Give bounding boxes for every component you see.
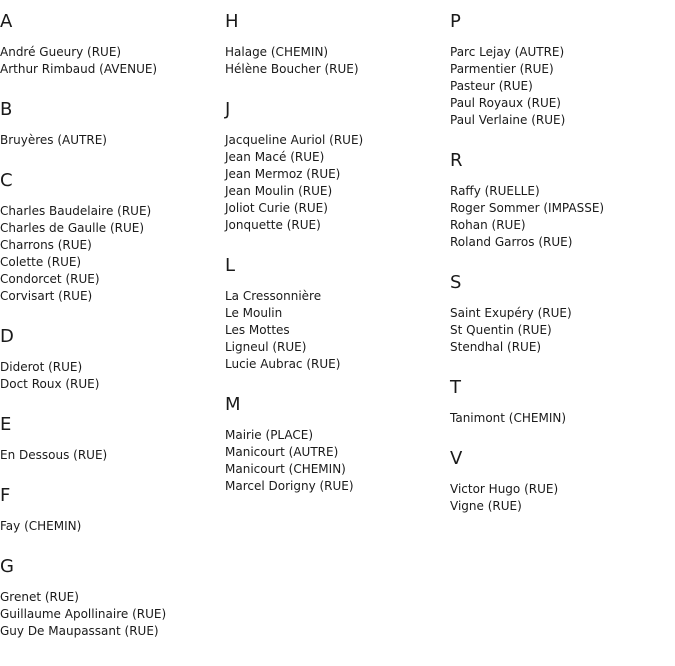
street-link[interactable]: Ligneul (RUE)	[225, 340, 307, 354]
street-link[interactable]: Guy De Maupassant (RUE)	[0, 624, 159, 638]
letter-heading: M	[225, 394, 241, 415]
street-link[interactable]: Tanimont (CHEMIN)	[450, 411, 567, 425]
street-link[interactable]: Les Mottes	[225, 323, 290, 337]
letter-group	[450, 271, 675, 356]
letter-heading: G	[0, 556, 14, 577]
street-link[interactable]: Paul Verlaine (RUE)	[450, 113, 566, 127]
letter-group	[0, 169, 225, 305]
street-link[interactable]: Charles de Gaulle (RUE)	[0, 221, 145, 235]
letter-group	[450, 149, 675, 251]
letter-heading: R	[450, 150, 463, 171]
street-link[interactable]: Marcel Dorigny (RUE)	[225, 479, 354, 493]
letter-group	[0, 555, 225, 640]
letter-group	[0, 98, 225, 149]
letter-group	[0, 325, 225, 393]
street-link[interactable]: Roland Garros (RUE)	[450, 235, 573, 249]
street-link[interactable]: Pasteur (RUE)	[450, 79, 533, 93]
letter-group	[225, 254, 450, 373]
letter-heading: V	[450, 448, 463, 469]
street-link[interactable]: Guillaume Apollinaire (RUE)	[0, 607, 167, 621]
street-link[interactable]: Diderot (RUE)	[0, 360, 83, 374]
street-link[interactable]: Colette (RUE)	[0, 255, 82, 269]
street-link[interactable]: Fay (CHEMIN)	[0, 519, 82, 533]
street-link[interactable]: Joliot Curie (RUE)	[225, 201, 328, 215]
street-link[interactable]: Manicourt (AUTRE)	[225, 445, 339, 459]
street-link[interactable]: Vigne (RUE)	[450, 499, 522, 513]
street-link[interactable]: Jean Mermoz (RUE)	[225, 167, 341, 181]
street-link[interactable]: Halage (CHEMIN)	[225, 45, 329, 59]
street-link[interactable]: André Gueury (RUE)	[0, 45, 122, 59]
letter-heading: T	[450, 377, 461, 398]
street-link[interactable]: Corvisart (RUE)	[0, 289, 93, 303]
street-link[interactable]: Jacqueline Auriol (RUE)	[225, 133, 364, 147]
letter-heading: P	[450, 11, 461, 32]
letter-group	[225, 10, 450, 78]
street-link[interactable]: Doct Roux (RUE)	[0, 377, 100, 391]
street-link[interactable]: Jonquette (RUE)	[225, 218, 321, 232]
letter-group	[0, 413, 225, 464]
letter-group	[225, 98, 450, 234]
street-link[interactable]: La Cressonnière	[225, 289, 322, 303]
street-link[interactable]: Roger Sommer (IMPASSE)	[450, 201, 605, 215]
street-link[interactable]: Parmentier (RUE)	[450, 62, 554, 76]
letter-heading: F	[0, 485, 11, 506]
street-link[interactable]: Bruyères (AUTRE)	[0, 133, 107, 147]
letter-group	[450, 447, 675, 515]
letter-heading: C	[0, 170, 13, 191]
street-link[interactable]: Charrons (RUE)	[0, 238, 92, 252]
letter-heading: B	[0, 99, 13, 120]
letter-heading: A	[0, 11, 13, 32]
street-link[interactable]: Saint Exupéry (RUE)	[450, 306, 572, 320]
letter-group	[225, 393, 450, 495]
street-link[interactable]: Lucie Aubrac (RUE)	[225, 357, 341, 371]
street-column	[225, 10, 450, 515]
street-link[interactable]: Stendhal (RUE)	[450, 340, 542, 354]
letter-heading: D	[0, 326, 14, 347]
letter-heading: L	[225, 255, 236, 276]
street-link[interactable]: Manicourt (CHEMIN)	[225, 462, 346, 476]
street-link[interactable]: Rohan (RUE)	[450, 218, 526, 232]
street-link[interactable]: Charles Baudelaire (RUE)	[0, 204, 152, 218]
letter-group	[0, 10, 225, 78]
street-link[interactable]: Le Moulin	[225, 306, 283, 320]
letter-group	[0, 484, 225, 535]
street-link[interactable]: Jean Macé (RUE)	[225, 150, 325, 164]
street-link[interactable]: Hélène Boucher (RUE)	[225, 62, 359, 76]
letter-heading: E	[0, 414, 12, 435]
street-link[interactable]: Victor Hugo (RUE)	[450, 482, 559, 496]
street-column	[0, 10, 225, 660]
street-column	[450, 10, 675, 535]
street-link[interactable]: Mairie (PLACE)	[225, 428, 314, 442]
street-link[interactable]: Raffy (RUELLE)	[450, 184, 540, 198]
letter-heading: J	[225, 99, 231, 120]
street-link[interactable]: Paul Royaux (RUE)	[450, 96, 561, 110]
letter-heading: S	[450, 272, 462, 293]
letter-group	[450, 376, 675, 427]
street-link[interactable]: Parc Lejay (AUTRE)	[450, 45, 565, 59]
letter-heading: H	[225, 11, 239, 32]
street-link[interactable]: Grenet (RUE)	[0, 590, 79, 604]
street-link[interactable]: St Quentin (RUE)	[450, 323, 552, 337]
letter-group	[450, 10, 675, 129]
street-link[interactable]: En Dessous (RUE)	[0, 448, 108, 462]
street-link[interactable]: Arthur Rimbaud (AVENUE)	[0, 62, 158, 76]
street-link[interactable]: Jean Moulin (RUE)	[225, 184, 333, 198]
street-link[interactable]: Condorcet (RUE)	[0, 272, 100, 286]
